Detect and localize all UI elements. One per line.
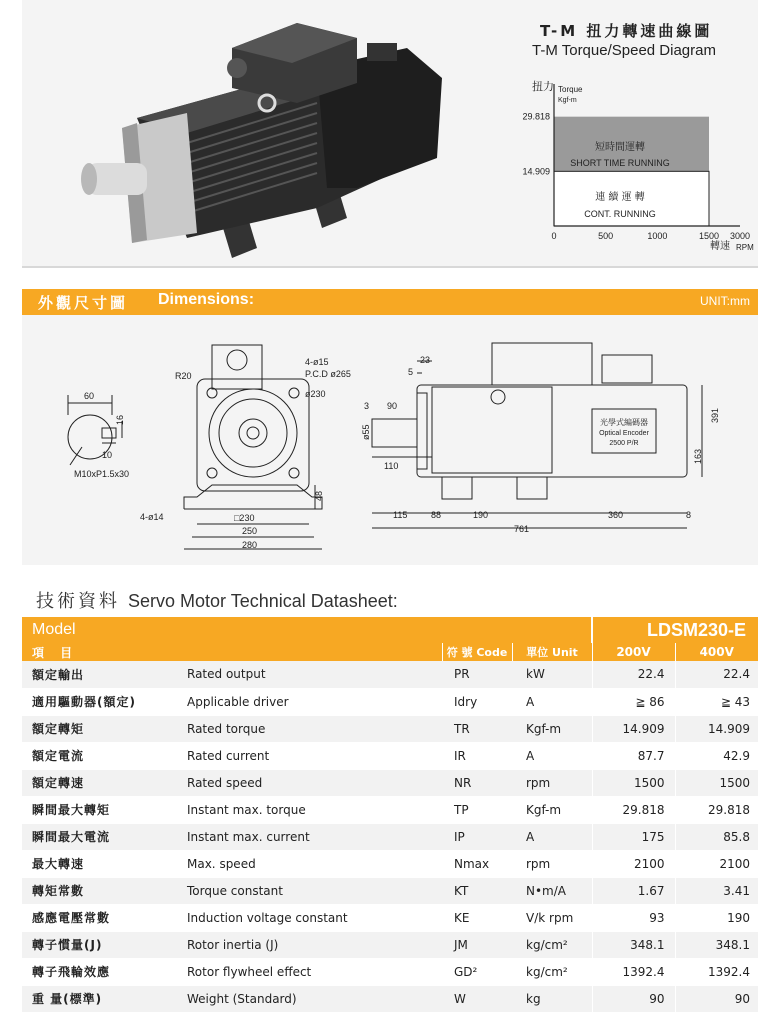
param-name-zh: 感應電壓常數 (22, 904, 172, 931)
value-200v: 1392.4 (592, 958, 675, 985)
param-code: W (442, 985, 512, 1012)
value-200v: ≧ 86 (592, 688, 675, 715)
thread-label: M10xP1.5x30 (74, 469, 130, 479)
shaft-end-view (68, 395, 122, 465)
value-400v: 29.818 (675, 796, 758, 823)
value-400v: 22.4 (675, 661, 758, 688)
model-row (22, 617, 758, 643)
value-400v: 190 (675, 904, 758, 931)
header-200v: 200V (592, 643, 675, 661)
param-name-en: Rated speed (172, 769, 442, 796)
dim-280: 280 (242, 540, 258, 550)
dim-foot-holes: 4-ø14 (140, 512, 164, 522)
table-row (22, 877, 758, 904)
dim-88: 88 (431, 510, 442, 520)
diagram-title-zh: T-M 扭力轉速曲線圖 (540, 22, 713, 40)
x-tick-label: 500 (598, 231, 614, 241)
value-400v: 3.41 (675, 877, 758, 904)
y-label-en: Torque (558, 85, 583, 94)
motor-side-view (372, 343, 702, 528)
param-name-zh: 轉矩常數 (22, 877, 172, 904)
param-code: Idry (442, 688, 512, 715)
table-row (22, 661, 758, 688)
param-name-en: Induction voltage constant (172, 904, 442, 931)
table-row (22, 688, 758, 715)
x-tick-label: 1500 (698, 231, 720, 241)
datasheet-title (36, 587, 398, 613)
dim-90: 90 (387, 401, 398, 411)
value-200v: 2100 (592, 850, 675, 877)
short-time-label-zh: 短時間運轉 (595, 142, 645, 153)
header-code: 符 號 Code (442, 643, 512, 661)
value-400v: 348.1 (675, 931, 758, 958)
value-200v: 1.67 (592, 877, 675, 904)
param-name-zh: 額定轉速 (22, 769, 172, 796)
param-name-en: Rated current (172, 742, 442, 769)
dimensions-title-zh: 外觀尺寸圖 (38, 294, 129, 312)
header-400v: 400V (675, 643, 758, 661)
param-code: TP (442, 796, 512, 823)
value-400v: ≧ 43 (675, 688, 758, 715)
dim-sq230: □230 (234, 513, 255, 523)
dimensions-unit: UNIT:mm (700, 294, 750, 308)
dimensions-header (22, 289, 758, 315)
param-unit: A (512, 742, 592, 769)
value-400v: 2100 (675, 850, 758, 877)
table-row (22, 715, 758, 742)
header-item: 項 目 (22, 643, 442, 661)
param-code: GD² (442, 958, 512, 985)
dim-163: 163 (693, 448, 703, 464)
top-section (22, 0, 758, 268)
value-200v: 14.909 (592, 715, 675, 742)
dim-48: 48 (314, 490, 324, 501)
x-tick-label: 0 (551, 231, 557, 241)
dim-5: 5 (408, 367, 414, 377)
value-200v: 22.4 (592, 661, 675, 688)
x-unit: RPM (736, 243, 754, 252)
param-code: JM (442, 931, 512, 958)
table-row (22, 742, 758, 769)
motor-photo (67, 8, 447, 258)
dim-110: 110 (384, 461, 399, 471)
cont-label-en: CONT. RUNNING (584, 209, 656, 219)
datasheet-title-zh: 技術資料 (36, 591, 120, 611)
param-code: Nmax (442, 850, 512, 877)
param-name-en: Instant max. torque (172, 796, 442, 823)
param-name-zh: 最大轉速 (22, 850, 172, 877)
datasheet-title-en: Servo Motor Technical Datasheet: (128, 591, 398, 611)
datasheet-table (22, 617, 758, 1013)
model-label: Model (22, 617, 592, 643)
param-name-zh: 轉子慣量(J) (22, 931, 172, 958)
value-200v: 29.818 (592, 796, 675, 823)
param-code: NR (442, 769, 512, 796)
param-name-en: Torque constant (172, 877, 442, 904)
param-unit: kW (512, 661, 592, 688)
param-name-en: Max. speed (172, 850, 442, 877)
header-unit: 單位 Unit (512, 643, 592, 661)
table-row (22, 850, 758, 877)
param-unit: V/k rpm (512, 904, 592, 931)
dim-230c: ø230 (305, 389, 326, 399)
param-name-zh: 瞬間最大電流 (22, 823, 172, 850)
value-400v: 1392.4 (675, 958, 758, 985)
value-400v: 42.9 (675, 742, 758, 769)
param-unit: Kgf-m (512, 715, 592, 742)
y-tick-label: 29.818 (522, 111, 550, 122)
param-name-en: Rotor flywheel effect (172, 958, 442, 985)
param-unit: rpm (512, 769, 592, 796)
dimensions-drawing (22, 315, 758, 565)
param-name-en: Rotor inertia (J) (172, 931, 442, 958)
param-name-zh: 重 量(標準) (22, 985, 172, 1012)
torque-speed-diagram (502, 12, 772, 262)
dimensions-title-en: Dimensions: (158, 291, 255, 308)
value-200v: 87.7 (592, 742, 675, 769)
value-200v: 90 (592, 985, 675, 1012)
value-200v: 348.1 (592, 931, 675, 958)
dim-55: ø55 (361, 424, 371, 440)
dim-10: 10 (102, 450, 113, 460)
y-unit: Kgf-m (558, 97, 577, 104)
param-name-zh: 額定電流 (22, 742, 172, 769)
dim-23: 23 (420, 355, 431, 365)
value-400v: 14.909 (675, 715, 758, 742)
param-name-en: Weight (Standard) (172, 985, 442, 1012)
param-code: PR (442, 661, 512, 688)
dim-391: 391 (710, 407, 720, 423)
value-200v: 1500 (592, 769, 675, 796)
param-name-en: Instant max. current (172, 823, 442, 850)
dim-pcd: P.C.D ø265 (305, 369, 351, 379)
param-code: KE (442, 904, 512, 931)
table-row (22, 904, 758, 931)
dim-r20: R20 (175, 371, 192, 381)
table-row (22, 769, 758, 796)
param-code: KT (442, 877, 512, 904)
param-unit: kg (512, 985, 592, 1012)
dim-3: 3 (364, 401, 370, 411)
dim-250: 250 (242, 526, 258, 536)
param-unit: A (512, 688, 592, 715)
value-400v: 90 (675, 985, 758, 1012)
table-row (22, 823, 758, 850)
param-name-en: Applicable driver (172, 688, 442, 715)
param-unit: kg/cm² (512, 931, 592, 958)
param-code: TR (442, 715, 512, 742)
param-unit: A (512, 823, 592, 850)
dim-holes: 4-ø15 (305, 357, 329, 367)
table-row (22, 958, 758, 985)
diagram-title-en: T-M Torque/Speed Diagram (532, 42, 716, 59)
model-value: LDSM230-E (592, 617, 758, 643)
dim-60: 60 (84, 391, 95, 401)
cont-label-zh: 連 續 運 轉 (595, 192, 645, 203)
dim-8: 8 (686, 510, 692, 520)
short-time-label-en: SHORT TIME RUNNING (570, 158, 670, 168)
value-200v: 93 (592, 904, 675, 931)
dim-360: 360 (608, 510, 624, 520)
dim-190: 190 (473, 510, 489, 520)
param-unit: kg/cm² (512, 958, 592, 985)
param-name-en: Rated output (172, 661, 442, 688)
param-name-zh: 瞬間最大轉矩 (22, 796, 172, 823)
param-code: IR (442, 742, 512, 769)
param-name-zh: 額定輸出 (22, 661, 172, 688)
x-tick-label: 3000 (729, 231, 751, 241)
dim-761: 761 (514, 524, 530, 534)
y-tick-label: 14.909 (522, 166, 550, 177)
param-unit: Kgf-m (512, 796, 592, 823)
param-name-zh: 適用驅動器(額定) (22, 688, 172, 715)
param-name-zh: 轉子飛輪效應 (22, 958, 172, 985)
encoder-label-zh: 光學式編碼器 (600, 418, 648, 427)
param-unit: N•m/A (512, 877, 592, 904)
value-400v: 85.8 (675, 823, 758, 850)
param-unit: rpm (512, 850, 592, 877)
torque-speed-chart (502, 12, 772, 262)
param-code: IP (442, 823, 512, 850)
datasheet-body (22, 661, 758, 1012)
param-name-zh: 額定轉矩 (22, 715, 172, 742)
table-row (22, 985, 758, 1012)
x-tick-label: 1000 (647, 231, 668, 241)
table-row (22, 931, 758, 958)
param-name-en: Rated torque (172, 715, 442, 742)
encoder-label-en: Optical Encoder (599, 430, 649, 437)
header-row (22, 643, 758, 661)
value-400v: 1500 (675, 769, 758, 796)
value-200v: 175 (592, 823, 675, 850)
y-label-zh: 扭力 (532, 80, 554, 93)
x-label-zh: 轉速 (710, 241, 730, 252)
dim-16: 16 (115, 414, 125, 425)
encoder-resolution: 2500 P/R (609, 440, 639, 447)
dim-115: 115 (393, 510, 408, 520)
table-row (22, 796, 758, 823)
